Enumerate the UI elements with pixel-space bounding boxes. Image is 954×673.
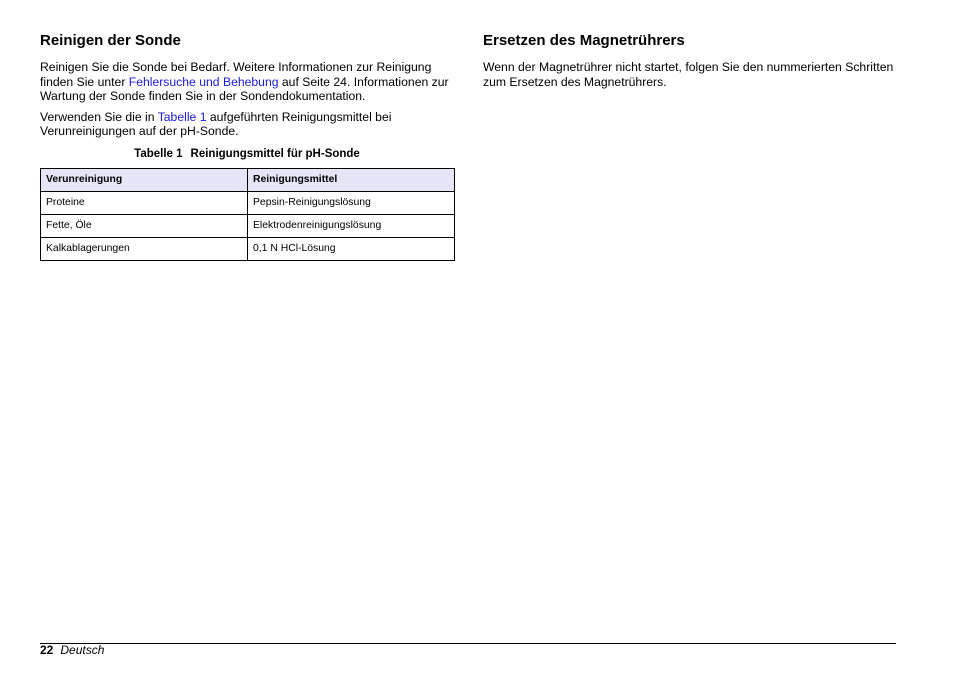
table-caption <box>40 147 454 161</box>
link-troubleshooting[interactable]: Fehlersuche und Behebung <box>128 74 279 89</box>
text: Verwenden Sie die in <box>40 109 158 124</box>
cleaning-agents-table <box>40 168 455 261</box>
table-row <box>41 214 455 237</box>
section-heading-stirrer: Ersetzen des Magnetrührers <box>483 32 685 49</box>
left-column <box>40 32 456 261</box>
table-cell: Pepsin-Reinigungslösung <box>248 191 455 214</box>
table-row <box>41 237 455 260</box>
text: Reinigen Sie die Sonde bei Bedarf. Weitere Informationen zur Reinigung finden Sie unter <box>40 60 432 89</box>
link-table-1[interactable]: Tabelle 1 <box>157 109 207 124</box>
stirrer-paragraph: Wenn der Magnetrührer nicht startet, folgen Sie den nummerierten Schritten zum Ersetzen des Magnetrührers. <box>483 60 894 89</box>
table-row <box>41 191 455 214</box>
table-cell: Fette, Öle <box>41 214 248 237</box>
cleaning-paragraph-1 <box>40 60 456 104</box>
table-header-row <box>41 168 455 191</box>
footer-language: Deutsch <box>60 643 105 657</box>
table-cell: Proteine <box>41 191 248 214</box>
page-number: 22 <box>40 643 54 657</box>
section-heading-cleaning: Reinigen der Sonde <box>40 32 181 49</box>
cleaning-paragraph-2 <box>40 110 456 139</box>
page-footer <box>40 643 104 657</box>
right-column <box>483 32 903 95</box>
footer-divider <box>40 643 896 644</box>
table-cell: 0,1 N HCl-Lösung <box>248 237 455 260</box>
text: aufgeführten Reinigungsmittel bei Verunreinigungen auf der pH-Sonde. <box>40 109 392 139</box>
table-caption-label: Tabelle 1 <box>134 147 183 160</box>
table-cell: Elektrodenreinigungslösung <box>248 214 455 237</box>
table-caption-title: Reinigungsmittel für pH-Sonde <box>190 147 360 160</box>
column-header-cleaning-agent: Reinigungsmittel <box>248 168 455 191</box>
column-header-contamination: Verunreinigung <box>41 168 248 191</box>
table-cell: Kalkablagerungen <box>41 237 248 260</box>
text: auf Seite 24. Informationen zur Wartung der Sonde finden Sie in der Sondendokumentation. <box>40 74 449 104</box>
